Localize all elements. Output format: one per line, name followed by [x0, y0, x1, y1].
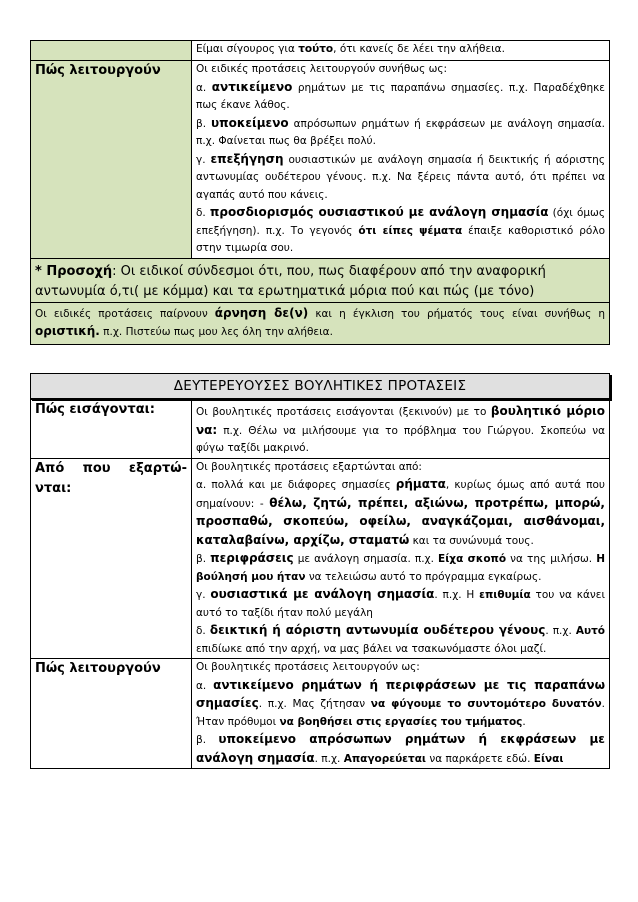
example-text: Είμαι σίγουρος για: [196, 43, 299, 55]
depend-label: Από που εξαρτώ-νται:: [31, 458, 192, 659]
function-label: Πώς λειτουργούν: [31, 61, 192, 259]
func-content: [192, 659, 610, 769]
depend-b: β. περιφράσεις με ανάλογη σημασία. π.χ. Είχα σκοπό να της μιλήσω. Η βούλησή μου ήταν να τελειώσω αυτό το πρόγραμμα εγκαίρως.: [196, 551, 605, 583]
example-bold: τούτο: [298, 43, 334, 55]
negation-note: Οι ειδικές προτάσεις παίρνουν άρνηση δε(ν) και η έγκλιση του ρήματός τους είναι συνήθως η οριστική. π.χ. Πιστεύω πως μου λες όλη την αλήθεια.: [31, 302, 610, 344]
empty-label-cell: [31, 41, 192, 61]
depend-c: γ. ουσιαστικά με ανάλογη σημασία. π.χ. Η επιθυμία του να κάνει αυτό το ταξίδι ήταν πολύ μεγάλη: [196, 587, 605, 619]
depend-intro: Οι βουλητικές προτάσεις εξαρτώνται από:: [196, 460, 422, 473]
attention-note: * Προσοχή: Οι ειδικοί σύνδεσμοι ότι, που, πως διαφέρουν από την αναφορική αντωνυμία ό,τι( με κόμμα) και τα ερωτηματικά μόρια πού και πώς (με τόνο): [31, 258, 610, 302]
item-d: δ. προσδιορισμός ουσιαστικού με ανάλογη σημασία (όχι όμως επεξήγηση). π.χ. Το γεγονός ότι είπες ψέματα έπαιξε καθοριστικό ρόλο στην τιμωρία σου.: [196, 205, 606, 254]
depend-d: δ. δεικτική ή αόριστη αντωνυμία ουδέτερου γένους. π.χ. Αυτό επιδίωκε από την αρχή, να μας βάλει να τσακωνόμαστε όλοι μαζί.: [196, 623, 606, 655]
example-text: , ότι κανείς δε λέει την αλήθεια.: [333, 43, 505, 55]
continued-example: [192, 41, 610, 61]
func-a: α. αντικείμενο ρημάτων ή περιφράσεων με τις παραπάνω σημασίες. π.χ. Μας ζήτησαν να φύγουμε το συντομότερο δυνατόν. Ήταν πρόθυμοι να βοηθήσει στις εργασίες του τμήματος.: [196, 677, 605, 728]
intro-content: Οι βουλητικές προτάσεις εισάγονται (ξεκινούν) με το βουλητικό μόριο να: π.χ. Θέλω να μιλήσουμε για το πρόβλημα του Γιώργου. Σκοπεύω να φύγω ταξίδι μακρινό.: [192, 400, 610, 459]
intro-label: Πώς εισάγονται:: [31, 400, 192, 459]
item-a: α. αντικείμενο ρημάτων με τις παραπάνω σημασίες. π.χ. Παραδέχθηκε πως έκανε λάθος.: [196, 79, 605, 111]
item-b: β. υποκείμενο απρόσωπων ρημάτων ή εκφράσεων με ανάλογη σημασία. π.χ. Φαίνεται πως θα βρέξει πολύ.: [196, 115, 605, 147]
section-title: ΔΕΥΤΕΡΕΥΟΥΣΕΣ ΒΟΥΛΗΤΙΚΕΣ ΠΡΟΤΑΣΕΙΣ: [30, 373, 610, 399]
function-content: [192, 61, 610, 259]
depend-a: α. πολλά και με διάφορες σημασίες ρήματα, κυρίως όμως από αυτά που σημαίνουν: - θέλω, ζητώ, πρέπει, αξιώνω, προτρέπω, μπορώ, προσπαθώ, σκοπεύω, οφείλω, αναγκάζομαι, αισθάνομαι, καταλαβαίνω, αρχίζω, σταματώ και τα συνώνυμά τους.: [196, 477, 605, 547]
volitional-clauses-table: [30, 399, 610, 769]
special-clauses-table: [30, 40, 610, 345]
func-intro: Οι βουλητικές προτάσεις λειτουργούν ως:: [196, 661, 420, 673]
func-b: β. υποκείμενο απρόσωπων ρημάτων ή εκφράσεων με ανάλογη σημασία. π.χ. Απαγορεύεται να παρκάρετε εδώ. Είναι: [196, 732, 605, 765]
function-intro: Οι ειδικές προτάσεις λειτουργούν συνήθως ως:: [196, 63, 448, 75]
item-c: γ. επεξήγηση ουσιαστικών με ανάλογη σημασία ή δεικτικής ή αόριστης αντωνυμίας ουδέτερου γένους. π.χ. Να ξέρεις πάντα αυτό, ότι πρέπει να αγαπάς αυτό που κάνεις.: [196, 151, 605, 201]
func-label: Πώς λειτουργούν: [31, 659, 192, 769]
depend-content: [192, 458, 610, 659]
